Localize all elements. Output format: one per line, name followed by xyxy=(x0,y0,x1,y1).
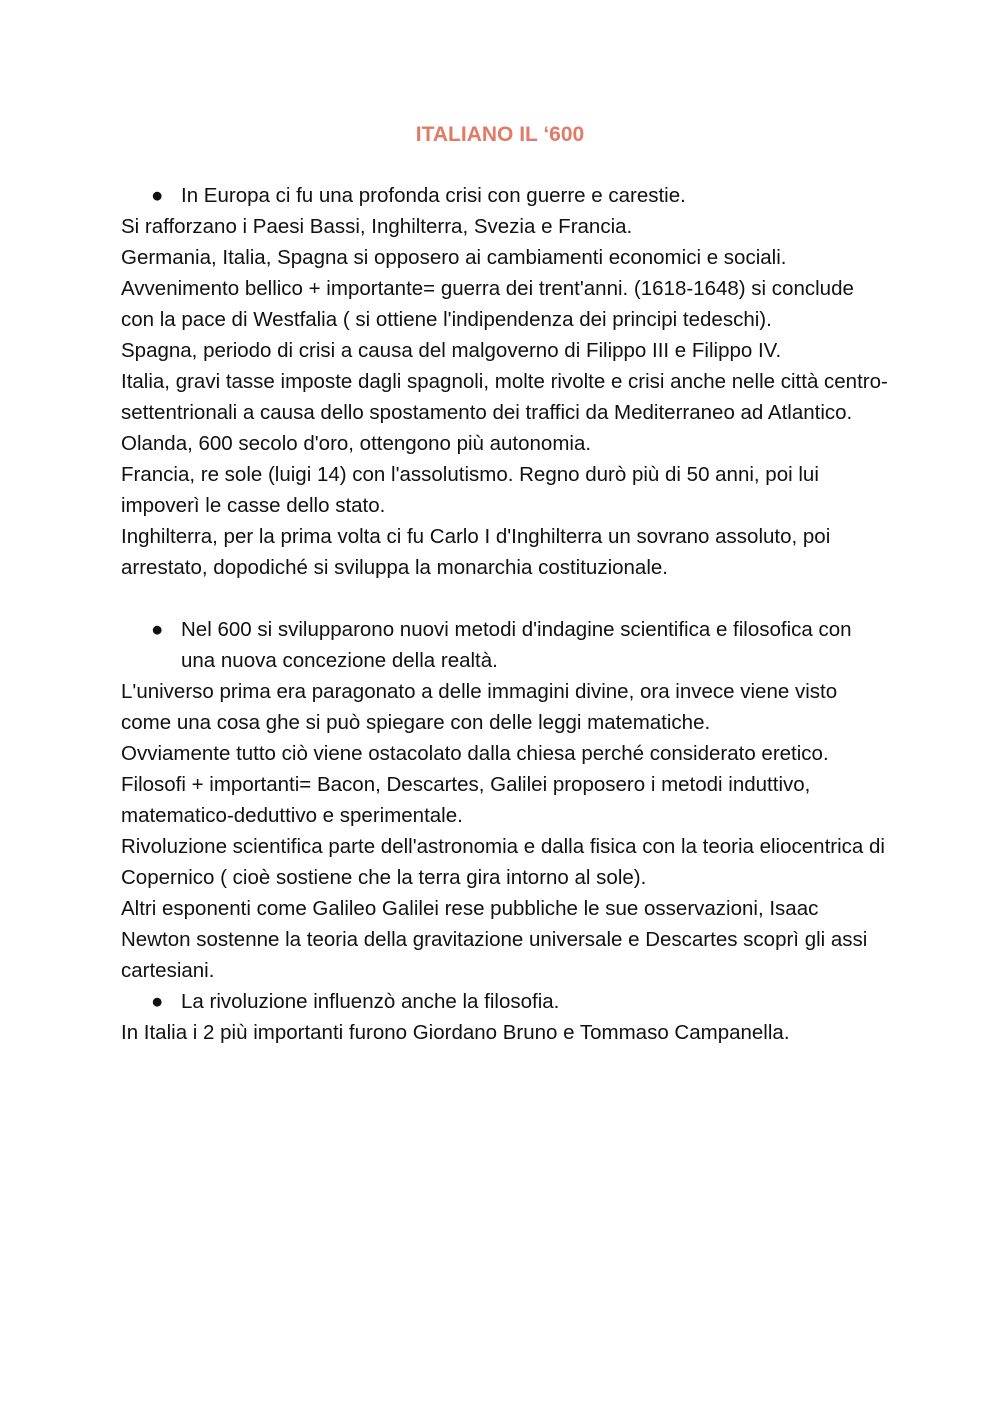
paragraph: In Italia i 2 più importanti furono Giordano Bruno e Tommaso Campanella. xyxy=(121,1021,790,1044)
paragraph: Francia, re sole (luigi 14) con l'assolutismo. Regno durò più di 50 anni, poi lui impoverì le casse dello stato. xyxy=(121,463,819,517)
bullet-text: In Europa ci fu una profonda crisi con guerre e carestie. xyxy=(181,184,686,207)
paragraph: Germania, Italia, Spagna si opposero ai cambiamenti economici e sociali. xyxy=(121,246,787,269)
bullet-text: Nel 600 si svilupparono nuovi metodi d'indagine scientifica e filosofica con una nuova concezione della realtà. xyxy=(181,618,852,672)
document-title: ITALIANO IL ‘600 xyxy=(415,123,585,146)
bullet-item xyxy=(121,614,891,676)
paragraph: Olanda, 600 secolo d'oro, ottengono più autonomia. xyxy=(121,432,592,455)
paragraph: Altri esponenti come Galileo Galilei rese pubbliche le sue osservazioni, Isaac Newton sostenne la teoria della gravitazione universale e Descartes scoprì gli assi cartesiani. xyxy=(121,897,868,982)
paragraph: Spagna, periodo di crisi a causa del malgoverno di Filippo III e Filippo IV. xyxy=(121,339,782,362)
bullet-icon: ● xyxy=(151,618,164,641)
bullet-item xyxy=(121,180,891,211)
paragraph: Inghilterra, per la prima volta ci fu Carlo I d'Inghilterra un sovrano assoluto, poi arrestato, dopodiché si sviluppa la monarchia costituzionale. xyxy=(121,525,831,579)
paragraph: Avvenimento bellico + importante= guerra dei trent'anni. (1618-1648) si conclude con la pace di Westfalia ( si ottiene l'indipendenza dei principi tedeschi). xyxy=(121,277,854,331)
paragraph: Italia, gravi tasse imposte dagli spagnoli, molte rivolte e crisi anche nelle città centro-settentrionali a causa dello spostamento dei traffici da Mediterraneo ad Atlantico. xyxy=(121,370,888,424)
paragraph-spacer xyxy=(121,583,891,614)
document-body xyxy=(121,180,891,1048)
paragraph: L'universo prima era paragonato a delle immagini divine, ora invece viene visto come una cosa ghe si può spiegare con delle leggi matematiche. xyxy=(121,680,838,734)
paragraph: Filosofi + importanti= Bacon, Descartes, Galilei proposero i metodi induttivo, matematico-deduttivo e sperimentale. xyxy=(121,773,811,827)
bullet-item xyxy=(121,986,891,1017)
paragraph: Rivoluzione scientifica parte dell'astronomia e dalla fisica con la teoria eliocentrica di Copernico ( cioè sostiene che la terra gira intorno al sole). xyxy=(121,835,885,889)
bullet-text: La rivoluzione influenzò anche la filosofia. xyxy=(181,990,560,1013)
bullet-icon: ● xyxy=(151,990,164,1013)
paragraph: Si rafforzano i Paesi Bassi, Inghilterra, Svezia e Francia. xyxy=(121,215,633,238)
bullet-icon: ● xyxy=(151,184,164,207)
paragraph: Ovviamente tutto ciò viene ostacolato dalla chiesa perché considerato eretico. xyxy=(121,742,829,765)
